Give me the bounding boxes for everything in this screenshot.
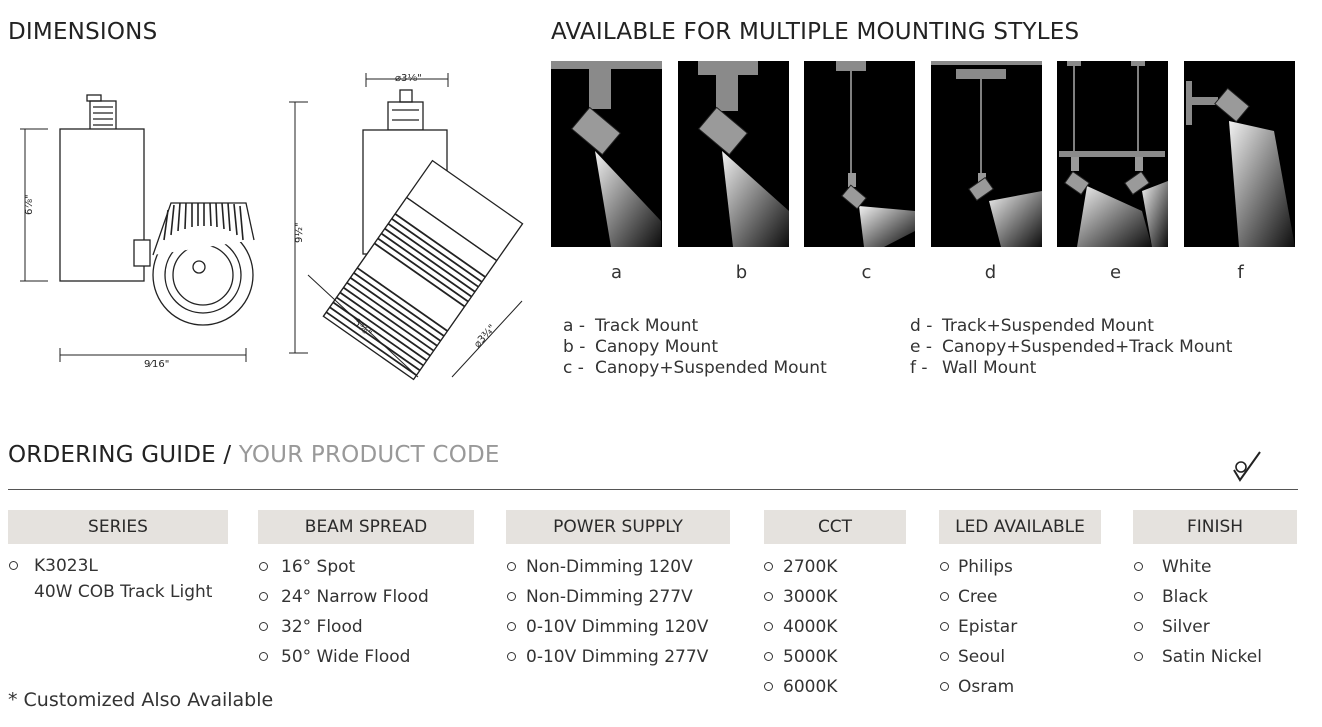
dim-height-side: 6⅞": [24, 194, 35, 215]
checkmark-icon: [1228, 448, 1264, 488]
legend-item: [910, 358, 1232, 379]
option-radio[interactable]: [9, 561, 18, 570]
legend-key: e -: [910, 337, 932, 357]
cct-option: 6000K: [783, 677, 838, 697]
legend-item: [910, 337, 1232, 358]
option-radio[interactable]: [507, 592, 516, 601]
led-option: Osram: [958, 677, 1015, 697]
mount-letter-b: b: [735, 262, 748, 283]
option-radio[interactable]: [1134, 562, 1143, 571]
side-view-drawing: [20, 95, 254, 362]
option-radio[interactable]: [764, 562, 773, 571]
option-radio[interactable]: [259, 622, 268, 631]
finish-option: White: [1162, 557, 1212, 577]
legend-label: Canopy+Suspended Mount: [595, 358, 827, 378]
led-option: Seoul: [958, 647, 1006, 667]
option-radio[interactable]: [507, 652, 516, 661]
power-option: Non-Dimming 277V: [526, 587, 693, 607]
option-radio[interactable]: [764, 652, 773, 661]
dim-width-side: 9⁄16": [144, 359, 170, 370]
option-radio[interactable]: [764, 592, 773, 601]
option-radio[interactable]: [940, 652, 949, 661]
mount-letter-f: f: [1237, 262, 1244, 283]
option-radio[interactable]: [940, 592, 949, 601]
mount-letter-e: e: [1109, 262, 1122, 283]
finish-option: Black: [1162, 587, 1208, 607]
legend-item: [910, 316, 1232, 337]
dimensions-heading: DIMENSIONS: [8, 19, 158, 45]
series-option: K3023L: [34, 556, 98, 576]
led-option: Epistar: [958, 617, 1018, 637]
option-radio[interactable]: [940, 622, 949, 631]
section-divider: [8, 489, 1298, 490]
option-radio[interactable]: [1134, 592, 1143, 601]
dim-track-dia: ⌀3⅛": [395, 73, 422, 84]
option-radio[interactable]: [1134, 652, 1143, 661]
mounting-styles-row: [551, 61, 1297, 247]
option-radio[interactable]: [259, 652, 268, 661]
dim-body-len: 5⅝": [350, 317, 374, 340]
legend-label: Wall Mount: [942, 358, 1037, 378]
column-header-beam-spread: BEAM SPREAD: [258, 510, 474, 544]
option-radio[interactable]: [764, 682, 773, 691]
beam-option: 32° Flood: [281, 617, 363, 637]
option-radio[interactable]: [259, 592, 268, 601]
option-radio[interactable]: [507, 622, 516, 631]
mount-image-canopy: [678, 61, 789, 247]
led-option: Philips: [958, 557, 1013, 577]
column-header-finish: FINISH: [1133, 510, 1297, 544]
series-description: 40W COB Track Light: [34, 582, 213, 602]
led-option: Cree: [958, 587, 998, 607]
mount-legend-left: [563, 316, 827, 379]
legend-key: d -: [910, 316, 933, 336]
column-header-series: SERIES: [8, 510, 228, 544]
column-header-power-supply: POWER SUPPLY: [506, 510, 730, 544]
legend-key: b -: [563, 337, 586, 357]
legend-item: [563, 337, 827, 358]
option-radio[interactable]: [259, 562, 268, 571]
option-radio[interactable]: [1134, 622, 1143, 631]
mount-legend-right: [910, 316, 1232, 379]
mount-letter-d: d: [984, 262, 997, 283]
option-radio[interactable]: [940, 682, 949, 691]
ordering-guide-heading: [8, 442, 500, 468]
mount-image-wall: [1184, 61, 1295, 247]
finish-option: Satin Nickel: [1162, 647, 1262, 667]
mounting-heading: AVAILABLE FOR MULTIPLE MOUNTING STYLES: [551, 19, 1080, 45]
mount-image-track-suspended: [931, 61, 1042, 247]
dim-height-front: 9½": [294, 222, 305, 243]
dimension-drawings: [8, 65, 538, 395]
legend-item: [563, 316, 827, 337]
customized-note: * Customized Also Available: [8, 689, 274, 711]
legend-label: Canopy Mount: [595, 337, 719, 357]
ordering-guide-title: ORDERING GUIDE /: [8, 442, 232, 468]
mount-image-track: [551, 61, 662, 247]
cct-option: 4000K: [783, 617, 838, 637]
beam-option: 16° Spot: [281, 557, 356, 577]
power-option: 0-10V Dimming 120V: [526, 617, 709, 637]
legend-label: Track+Suspended Mount: [942, 316, 1154, 336]
legend-key: c -: [563, 358, 584, 378]
beam-option: 50° Wide Flood: [281, 647, 411, 667]
option-radio[interactable]: [507, 562, 516, 571]
legend-key: a -: [563, 316, 585, 336]
column-header-cct: CCT: [764, 510, 906, 544]
power-option: 0-10V Dimming 277V: [526, 647, 709, 667]
legend-item: [563, 358, 827, 379]
option-radio[interactable]: [764, 622, 773, 631]
finish-option: Silver: [1162, 617, 1210, 637]
product-code-subtitle: YOUR PRODUCT CODE: [238, 442, 500, 468]
legend-label: Track Mount: [595, 316, 699, 336]
legend-label: Canopy+Suspended+Track Mount: [942, 337, 1233, 357]
mount-letter-a: a: [610, 262, 623, 283]
cct-option: 3000K: [783, 587, 838, 607]
option-radio[interactable]: [940, 562, 949, 571]
cct-option: 5000K: [783, 647, 838, 667]
column-header-led-available: LED AVAILABLE: [939, 510, 1101, 544]
mount-letter-c: c: [861, 262, 872, 283]
dim-head-dia: ⌀3¾": [472, 322, 499, 351]
power-option: Non-Dimming 120V: [526, 557, 693, 577]
legend-key: f -: [910, 358, 928, 378]
beam-option: 24° Narrow Flood: [281, 587, 429, 607]
mount-image-canopy-suspended-track: [1057, 61, 1168, 247]
cct-option: 2700K: [783, 557, 838, 577]
mount-image-canopy-suspended: [804, 61, 915, 247]
